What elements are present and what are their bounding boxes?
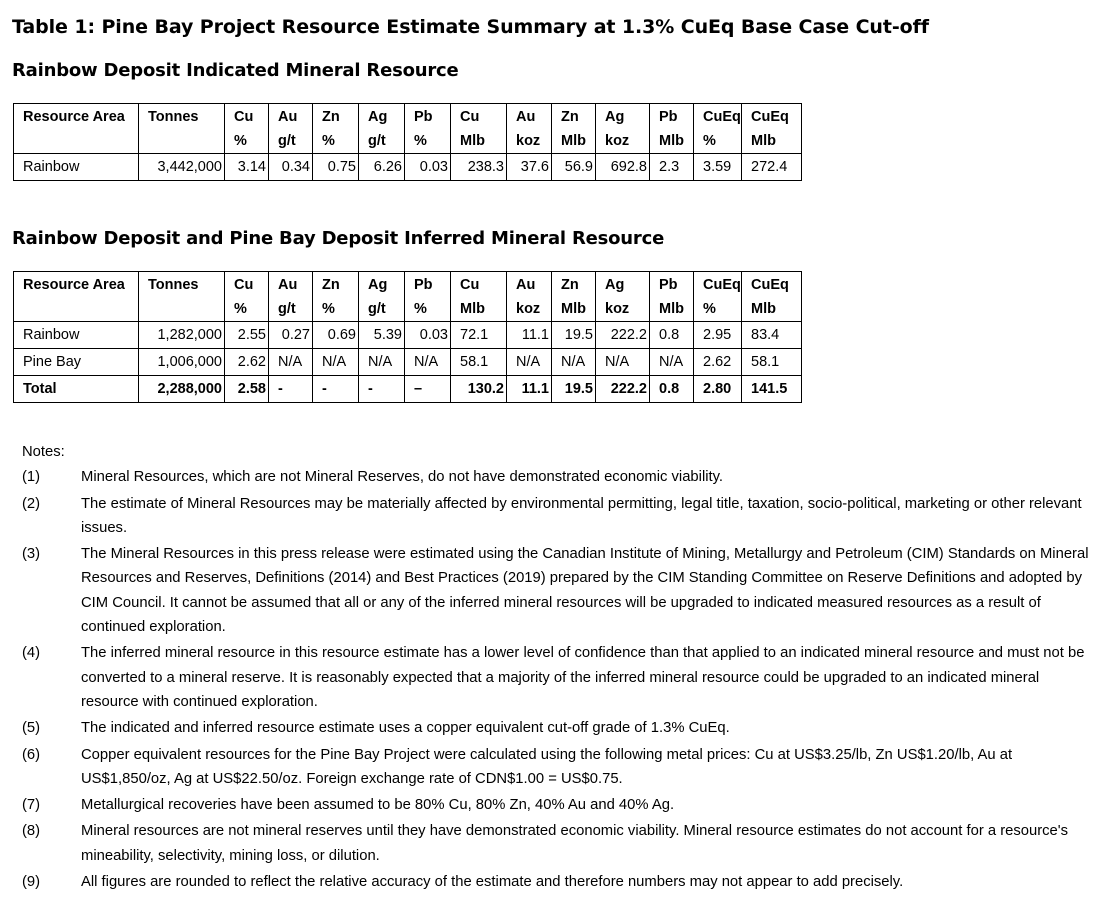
value-cell: N/A: [405, 349, 451, 376]
inferred-heading: Rainbow Deposit and Pine Bay Deposit Inferred Mineral Resource: [12, 228, 665, 249]
value-cell: 2.3: [650, 154, 694, 181]
notes-list: [22, 465, 1102, 894]
value-cell: 5.39: [359, 322, 405, 349]
indicated-resource-table: [13, 103, 802, 181]
note-item: [22, 819, 1102, 868]
note-number: (6): [22, 746, 41, 763]
value-cell: 11.1: [507, 376, 552, 403]
column-header: [742, 104, 802, 154]
column-header: [694, 104, 742, 154]
column-header: [451, 104, 507, 154]
column-header-unit: %: [703, 301, 716, 317]
column-header: [650, 272, 694, 322]
column-header-name: Pb: [659, 109, 678, 125]
resource-area-cell: Total: [14, 376, 139, 403]
column-header-unit: Mlb: [751, 301, 776, 317]
column-header-unit: Mlb: [460, 133, 485, 149]
value-cell: 56.9: [552, 154, 596, 181]
notes-header: Notes:: [22, 444, 65, 460]
column-header: [269, 104, 313, 154]
note-text: Mineral Resources, which are not Mineral Reserves, do not have demonstrated economic viability.: [81, 469, 724, 486]
column-header: [313, 272, 359, 322]
note-text: The estimate of Mineral Resources may be materially affected by environmental permitting, legal title, taxation, socio-political, marketing or other relevant issues.: [81, 495, 1082, 536]
column-header: [14, 272, 139, 322]
note-item: [22, 870, 1102, 894]
column-header: [269, 272, 313, 322]
value-cell: 0.69: [313, 322, 359, 349]
table-row: [14, 349, 802, 376]
column-header-name: Zn: [322, 109, 340, 125]
note-number: (9): [22, 874, 41, 891]
column-header: [139, 104, 225, 154]
column-header-unit: %: [414, 301, 427, 317]
note-item: [22, 743, 1102, 792]
value-cell: N/A: [269, 349, 313, 376]
total-row: [14, 376, 802, 403]
note-item: [22, 641, 1102, 714]
table-row: [14, 154, 802, 181]
value-cell: 0.03: [405, 322, 451, 349]
column-header-unit: Mlb: [659, 133, 684, 149]
column-header-name: CuEq: [703, 109, 741, 125]
column-header: [14, 104, 139, 154]
column-header: [225, 104, 269, 154]
value-cell: 2.62: [225, 349, 269, 376]
note-text: Mineral resources are not mineral reserves until they have demonstrated economic viability. Mineral resource estimates do not account for a resource's mineability, selectivity, mining loss, or dilution.: [81, 823, 1068, 864]
value-cell: 2.55: [225, 322, 269, 349]
column-header-name: Pb: [414, 109, 433, 125]
value-cell: N/A: [313, 349, 359, 376]
note-text: The Mineral Resources in this press release were estimated using the Canadian Institute of Mining, Metallurgy and Petroleum (CIM) Standards on Mineral Resources and Reserves, Definitions (2014) and Best Practices (2019) prepared by the CIM Standing Committee on Reserve Definitions and adopted by CIM Council. It cannot be assumed that all or any of the inferred mineral resources will be upgraded to indicated measured resources as a result of continued exploration.: [81, 546, 1089, 636]
column-header: [507, 272, 552, 322]
column-header-unit: %: [322, 301, 335, 317]
value-cell: 222.2: [596, 322, 650, 349]
column-header-name: Pb: [414, 277, 433, 293]
value-cell: 58.1: [742, 349, 802, 376]
column-header-name: Zn: [561, 109, 579, 125]
note-item: [22, 793, 1102, 817]
value-cell: 1,006,000: [139, 349, 225, 376]
table-header-row: [14, 272, 802, 322]
value-cell: 1,282,000: [139, 322, 225, 349]
column-header-name: Au: [278, 277, 298, 293]
value-cell: 2.62: [694, 349, 742, 376]
column-header-name: Tonnes: [148, 277, 199, 293]
column-header-name: Au: [278, 109, 298, 125]
column-header-name: Cu: [234, 109, 254, 125]
indicated-heading: Rainbow Deposit Indicated Mineral Resource: [12, 60, 459, 81]
column-header-unit: g/t: [368, 301, 386, 317]
column-header-name: Au: [516, 277, 536, 293]
column-header-unit: %: [234, 133, 247, 149]
column-header-name: Cu: [460, 277, 480, 293]
note-text: The indicated and inferred resource estimate uses a copper equivalent cut-off grade of 1.3% CuEq.: [81, 720, 730, 737]
table-header-row: [14, 104, 802, 154]
note-text: The inferred mineral resource in this resource estimate has a lower level of confidence than that applied to an indicated mineral resource and must not be converted to a mineral reserve. It is reasonably expected that a majority of the inferred mineral resource could be upgraded to an indicated mineral resource with continued exploration.: [81, 645, 1085, 710]
value-cell: 6.26: [359, 154, 405, 181]
notes-section: [22, 440, 1102, 896]
note-number: (8): [22, 823, 41, 840]
column-header-unit: Mlb: [460, 301, 485, 317]
note-number: (5): [22, 720, 41, 737]
inferred-resource-table: [13, 271, 802, 403]
column-header-name: Zn: [561, 277, 579, 293]
value-cell: N/A: [596, 349, 650, 376]
resource-area-cell: Pine Bay: [14, 349, 139, 376]
value-cell: 238.3: [451, 154, 507, 181]
column-header: [451, 272, 507, 322]
value-cell: 0.34: [269, 154, 313, 181]
column-header-name: Cu: [234, 277, 254, 293]
value-cell: 83.4: [742, 322, 802, 349]
value-cell: 141.5: [742, 376, 802, 403]
column-header-unit: koz: [605, 301, 630, 317]
column-header: [596, 104, 650, 154]
column-header: [359, 272, 405, 322]
column-header-name: Resource Area: [23, 109, 125, 125]
column-header-name: Zn: [322, 277, 340, 293]
column-header-name: Resource Area: [23, 277, 125, 293]
value-cell: 0.8: [650, 376, 694, 403]
column-header-name: CuEq: [703, 277, 741, 293]
resource-area-cell: Rainbow: [14, 322, 139, 349]
value-cell: 2.80: [694, 376, 742, 403]
column-header-unit: koz: [516, 301, 541, 317]
value-cell: 2.95: [694, 322, 742, 349]
column-header-name: Ag: [605, 109, 625, 125]
value-cell: –: [405, 376, 451, 403]
column-header-unit: Mlb: [659, 301, 684, 317]
value-cell: 272.4: [742, 154, 802, 181]
value-cell: N/A: [650, 349, 694, 376]
value-cell: 72.1: [451, 322, 507, 349]
column-header: [507, 104, 552, 154]
note-text: Metallurgical recoveries have been assumed to be 80% Cu, 80% Zn, 40% Au and 40% Ag.: [81, 797, 675, 814]
value-cell: -: [269, 376, 313, 403]
column-header: [742, 272, 802, 322]
column-header-unit: Mlb: [561, 133, 586, 149]
value-cell: 58.1: [451, 349, 507, 376]
column-header: [552, 104, 596, 154]
column-header-name: Au: [516, 109, 536, 125]
column-header-unit: koz: [516, 133, 541, 149]
column-header-unit: g/t: [368, 133, 386, 149]
column-header-unit: %: [322, 133, 335, 149]
column-header: [405, 272, 451, 322]
column-header: [694, 272, 742, 322]
value-cell: 130.2: [451, 376, 507, 403]
note-item: [22, 492, 1102, 541]
column-header: [359, 104, 405, 154]
value-cell: 3,442,000: [139, 154, 225, 181]
note-number: (3): [22, 546, 41, 563]
column-header: [650, 104, 694, 154]
column-header-name: Pb: [659, 277, 678, 293]
column-header-name: CuEq: [751, 277, 789, 293]
value-cell: 692.8: [596, 154, 650, 181]
column-header-name: Ag: [368, 109, 388, 125]
column-header-unit: %: [414, 133, 427, 149]
value-cell: N/A: [552, 349, 596, 376]
note-number: (4): [22, 645, 41, 662]
value-cell: 11.1: [507, 322, 552, 349]
column-header: [405, 104, 451, 154]
note-item: [22, 542, 1102, 639]
column-header: [596, 272, 650, 322]
note-text: All figures are rounded to reflect the relative accuracy of the estimate and therefore numbers may not appear to add precisely.: [81, 874, 904, 891]
note-text: Copper equivalent resources for the Pine Bay Project were calculated using the following metal prices: Cu at US$3.25/lb, Zn US$1.20/lb, Au at US$1,850/oz, Ag at US$22.50/oz. Foreign exchange rate of CDN$1.00 = US$0.75.: [81, 746, 1013, 787]
column-header-unit: %: [703, 133, 716, 149]
column-header-unit: Mlb: [751, 133, 776, 149]
note-item: [22, 465, 1102, 489]
column-header-name: Ag: [368, 277, 388, 293]
table-row: [14, 322, 802, 349]
value-cell: 3.14: [225, 154, 269, 181]
column-header-name: Tonnes: [148, 109, 199, 125]
value-cell: -: [359, 376, 405, 403]
column-header: [552, 272, 596, 322]
value-cell: 19.5: [552, 376, 596, 403]
value-cell: 2.58: [225, 376, 269, 403]
column-header: [139, 272, 225, 322]
value-cell: 0.75: [313, 154, 359, 181]
note-number: (7): [22, 797, 41, 814]
column-header-unit: koz: [605, 133, 630, 149]
column-header-name: CuEq: [751, 109, 789, 125]
value-cell: N/A: [359, 349, 405, 376]
value-cell: 2,288,000: [139, 376, 225, 403]
value-cell: 0.03: [405, 154, 451, 181]
resource-area-cell: Rainbow: [14, 154, 139, 181]
value-cell: 3.59: [694, 154, 742, 181]
column-header-name: Cu: [460, 109, 480, 125]
page-title: Table 1: Pine Bay Project Resource Estimate Summary at 1.3% CuEq Base Case Cut-off: [12, 16, 929, 38]
value-cell: 19.5: [552, 322, 596, 349]
column-header-unit: Mlb: [561, 301, 586, 317]
value-cell: -: [313, 376, 359, 403]
column-header-unit: g/t: [278, 301, 296, 317]
value-cell: N/A: [507, 349, 552, 376]
note-item: [22, 716, 1102, 740]
column-header: [313, 104, 359, 154]
column-header: [225, 272, 269, 322]
column-header-name: Ag: [605, 277, 625, 293]
value-cell: 0.27: [269, 322, 313, 349]
column-header-unit: g/t: [278, 133, 296, 149]
note-number: (1): [22, 469, 41, 486]
value-cell: 222.2: [596, 376, 650, 403]
column-header-unit: %: [234, 301, 247, 317]
value-cell: 37.6: [507, 154, 552, 181]
note-number: (2): [22, 495, 41, 512]
value-cell: 0.8: [650, 322, 694, 349]
